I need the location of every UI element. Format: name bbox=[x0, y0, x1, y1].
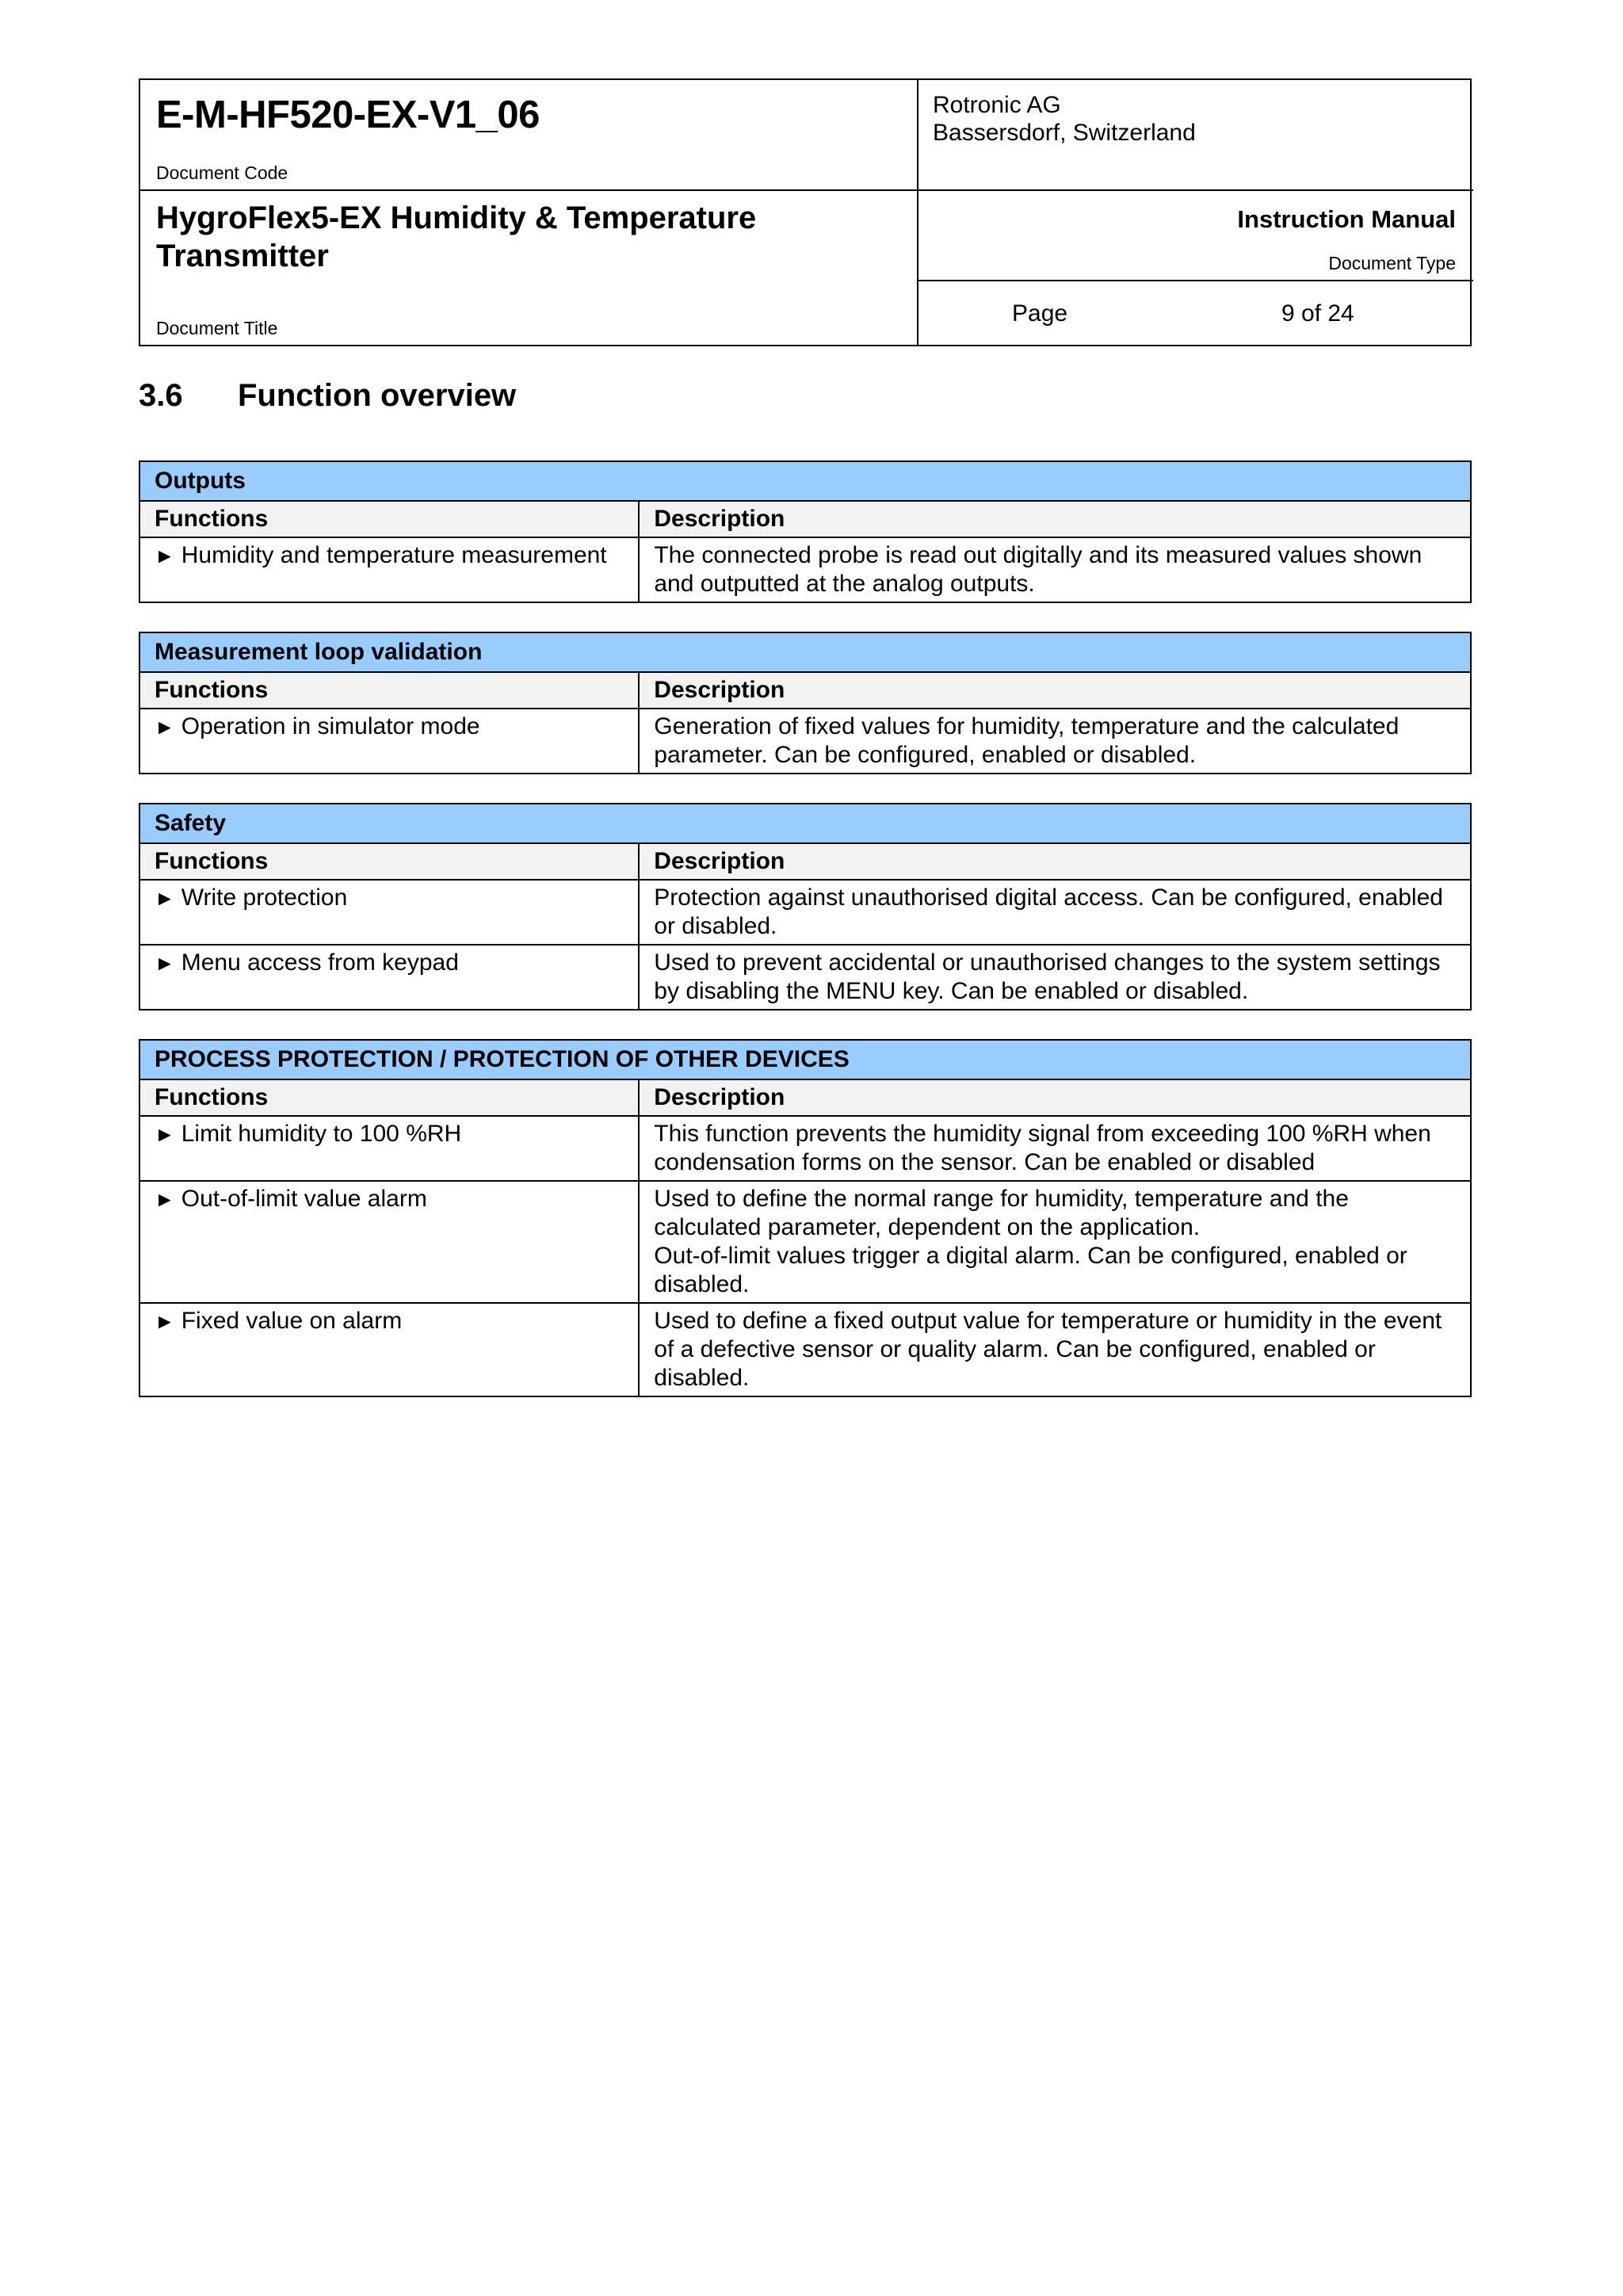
document-header bbox=[139, 78, 1472, 346]
right-pointer-icon: ► bbox=[155, 951, 175, 975]
function-cell bbox=[139, 1303, 639, 1396]
company-name: Rotronic AG bbox=[933, 92, 1061, 118]
section-title: Function overview bbox=[238, 378, 517, 413]
function-table-safety bbox=[139, 803, 1472, 1010]
right-pointer-icon: ► bbox=[155, 886, 175, 910]
description-text: Used to define the normal range for humidity, temperature and the calculated parameter, dependent on the application. bbox=[654, 1186, 1349, 1240]
right-pointer-icon: ► bbox=[155, 715, 175, 739]
header-divider bbox=[917, 189, 1473, 191]
table-row bbox=[139, 945, 1471, 1010]
description-cell: Used to define a fixed output value for temperature or humidity in the event of a defective sensor or quality alarm. Can be configured, enabled or disabled. bbox=[639, 1303, 1471, 1396]
column-header-functions: Functions bbox=[139, 1079, 639, 1116]
description-text: Out-of-limit values trigger a digital alarm. Can be configured, enabled or disabled. bbox=[654, 1243, 1407, 1297]
description-cell: Protection against unauthorised digital access. Can be configured, enabled or disabled. bbox=[639, 880, 1471, 945]
header-divider bbox=[917, 80, 918, 345]
document-title-line: HygroFlex5-EX Humidity & Temperature bbox=[156, 201, 757, 235]
function-name: Limit humidity to 100 %RH bbox=[181, 1121, 462, 1147]
document-title-label: Document Title bbox=[156, 318, 278, 338]
right-pointer-icon: ► bbox=[155, 1187, 175, 1211]
function-name: Humidity and temperature measurement bbox=[181, 542, 607, 568]
table-row bbox=[139, 1303, 1471, 1396]
page-number: 9 of 24 bbox=[1281, 300, 1354, 327]
function-name: Fixed value on alarm bbox=[181, 1308, 403, 1334]
function-cell bbox=[139, 1181, 639, 1303]
column-header-functions: Functions bbox=[139, 501, 639, 537]
document-code-label: Document Code bbox=[156, 162, 288, 183]
function-cell bbox=[139, 880, 639, 945]
document-code: E-M-HF520-EX-V1_06 bbox=[156, 94, 540, 136]
function-cell bbox=[139, 1116, 639, 1181]
header-divider bbox=[917, 280, 1473, 281]
company-location: Bassersdorf, Switzerland bbox=[933, 120, 1196, 146]
description-cell: Used to prevent accidental or unauthorised changes to the system settings by disabling the MENU key. Can be enabled or disabled. bbox=[639, 945, 1471, 1010]
table-column-headers bbox=[139, 501, 1471, 537]
column-header-description: Description bbox=[639, 501, 1471, 537]
table-column-headers bbox=[139, 1079, 1471, 1116]
table-group-header bbox=[139, 804, 1471, 843]
function-name: Operation in simulator mode bbox=[181, 713, 480, 739]
description-cell: Generation of fixed values for humidity, temperature and the calculated parameter. Can be configured, enabled or disabled. bbox=[639, 709, 1471, 774]
function-cell bbox=[139, 945, 639, 1010]
description-cell: This function prevents the humidity signal from exceeding 100 %RH when condensation forms on the sensor. Can be enabled or disabled bbox=[639, 1116, 1471, 1181]
page-label: Page bbox=[1012, 300, 1068, 327]
description-cell: The connected probe is read out digitally and its measured values shown and outputted at the analog outputs. bbox=[639, 537, 1471, 602]
company-info bbox=[933, 91, 1196, 147]
table-row bbox=[139, 1181, 1471, 1303]
table-row bbox=[139, 880, 1471, 945]
column-header-description: Description bbox=[639, 843, 1471, 880]
description-cell bbox=[639, 1181, 1471, 1303]
function-cell bbox=[139, 537, 639, 602]
table-row bbox=[139, 1116, 1471, 1181]
function-name: Out-of-limit value alarm bbox=[181, 1186, 427, 1212]
section-number: 3.6 bbox=[139, 378, 183, 413]
column-header-functions: Functions bbox=[139, 843, 639, 880]
header-divider bbox=[140, 189, 917, 191]
table-column-headers bbox=[139, 672, 1471, 709]
right-pointer-icon: ► bbox=[155, 544, 175, 567]
column-header-description: Description bbox=[639, 1079, 1471, 1116]
document-page bbox=[139, 78, 1472, 1397]
document-title-line: Transmitter bbox=[156, 239, 329, 273]
document-title bbox=[156, 199, 901, 275]
function-table-measurement-loop bbox=[139, 632, 1472, 774]
function-table-process-protection bbox=[139, 1039, 1472, 1397]
function-table-outputs bbox=[139, 460, 1472, 603]
table-group-header bbox=[139, 632, 1471, 672]
column-header-functions: Functions bbox=[139, 672, 639, 709]
function-cell bbox=[139, 709, 639, 774]
function-name: Write protection bbox=[181, 884, 348, 911]
table-row bbox=[139, 709, 1471, 774]
table-group-title: Safety bbox=[139, 804, 1471, 843]
function-name: Menu access from keypad bbox=[181, 949, 459, 976]
table-group-header bbox=[139, 1040, 1471, 1079]
table-row bbox=[139, 537, 1471, 602]
column-header-description: Description bbox=[639, 672, 1471, 709]
table-group-title: Outputs bbox=[139, 461, 1471, 501]
right-pointer-icon: ► bbox=[155, 1309, 175, 1333]
document-type: Instruction Manual bbox=[1237, 205, 1456, 233]
right-pointer-icon: ► bbox=[155, 1122, 175, 1146]
document-type-label: Document Type bbox=[1328, 253, 1456, 273]
table-group-title: PROCESS PROTECTION / PROTECTION OF OTHER DEVICES bbox=[139, 1040, 1471, 1079]
table-group-title: Measurement loop validation bbox=[139, 632, 1471, 672]
table-group-header bbox=[139, 461, 1471, 501]
section-heading bbox=[139, 378, 1472, 422]
table-column-headers bbox=[139, 843, 1471, 880]
